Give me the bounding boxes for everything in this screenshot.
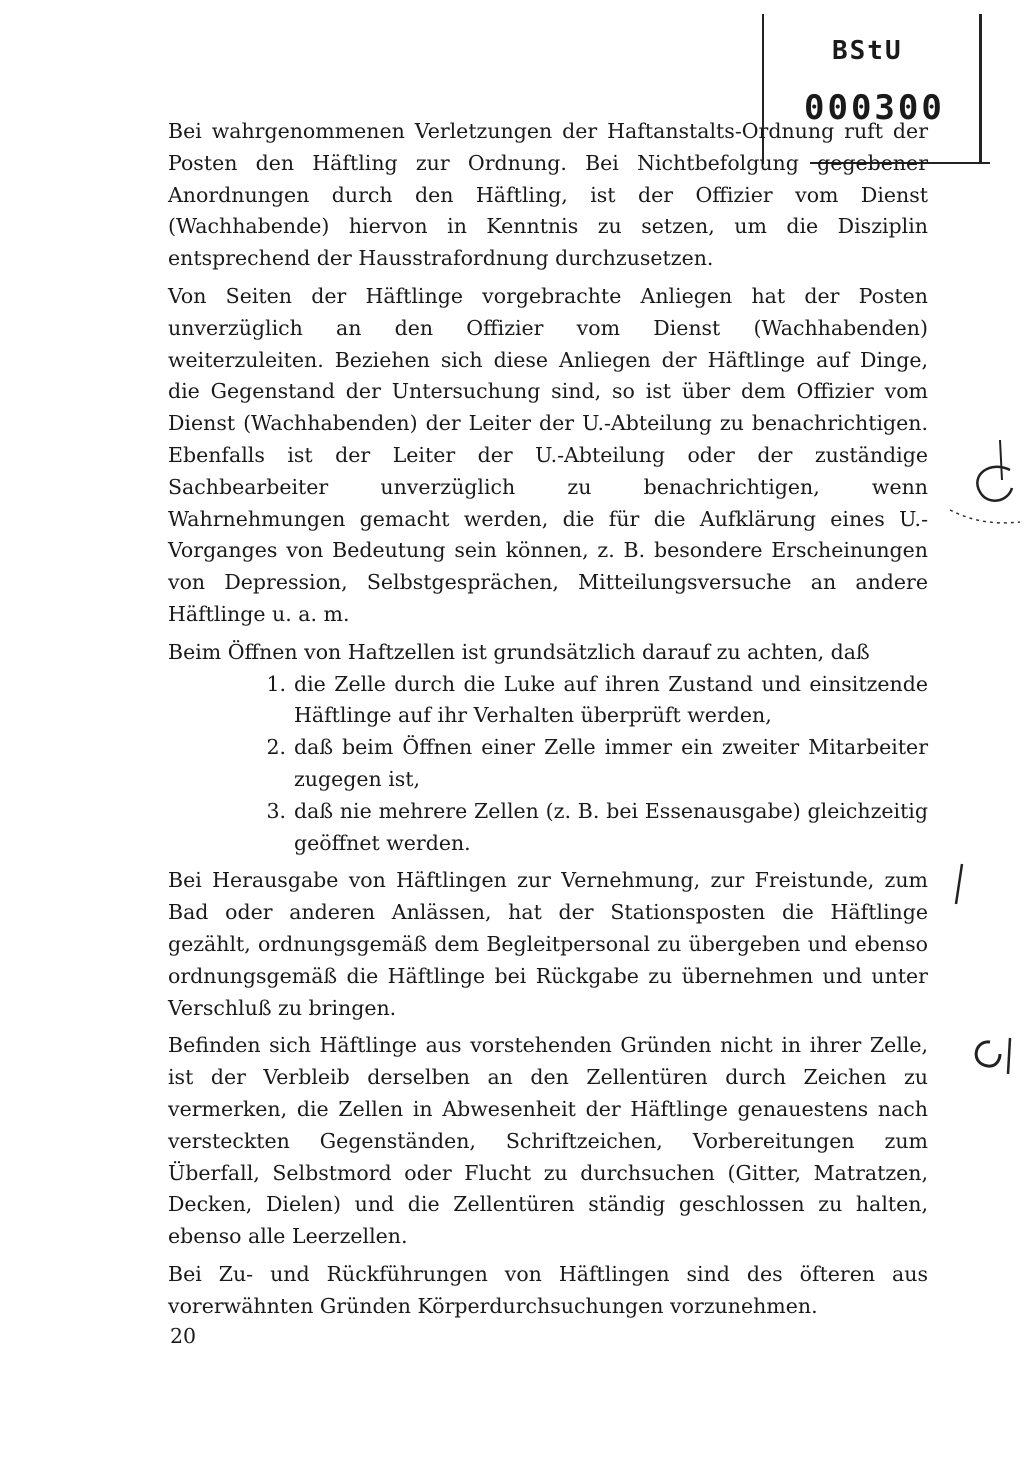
paragraph-2: Von Seiten der Häftlinge vorgebrachte Anliegen hat der Posten unverzüglich an den Offizier vom Dienst (Wachhabenden) weiterzuleiten. Beziehen sich diese Anliegen der Häftlinge auf Dinge, die Gegenstand der Untersuchung sind, so ist über dem Offizier vom Dienst (Wachhabenden) der Leiter der U.-Abteilung zu benachrichtigen. Ebenfalls ist der Leiter der U.-Abteilung oder der zuständige Sachbearbeiter unverzüglich zu benachrichtigen, wenn Wahrnehmungen gemacht werden, die für die Aufklärung eines U.-Vorganges von Bedeutung sein können, z. B. besondere Erscheinungen von Depression, Selbstgesprächen, Mitteilungsversuche an andere Häftlinge u. a. m. xyxy=(168,283,928,626)
list-item-text: daß nie mehrere Zellen (z. B. bei Essenausgabe) gleichzeitig geöffnet werden. xyxy=(294,798,928,855)
body-text xyxy=(168,116,928,1328)
checklist xyxy=(168,669,928,860)
list-item xyxy=(168,732,928,796)
list-item xyxy=(168,796,928,860)
list-item xyxy=(168,669,928,733)
paragraph-4: Bei Herausgabe von Häftlingen zur Vernehmung, zur Freistunde, zum Bad oder anderen Anlässen, hat der Stationsposten die Häftlinge gezählt, ordnungsgemäß dem Begleitpersonal zu übergeben und ebenso ordnungsgemäß die Häftlinge bei Rückgabe zu übernehmen und unter Verschluß zu bringen. xyxy=(168,868,928,1020)
paragraph-3: Beim Öffnen von Haftzellen ist grundsätzlich darauf zu achten, daß xyxy=(168,639,870,664)
stamp-organization: BStU xyxy=(832,36,903,66)
paragraph-5: Befinden sich Häftlinge aus vorstehenden Gründen nicht in ihrer Zelle, ist der Verbleib derselben an den Zellentüren durch Zeichen zu vermerken, die Zellen in Abwesenheit der Häftlinge genauestens nach versteckten Gegenständen, Schriftzeichen, Vorbereitungen zum Überfall, Selbstmord oder Flucht zu durchsuchen (Gitter, Matratzen, Decken, Dielen) und die Zellentüren ständig geschlossen zu halten, ebenso alle Leerzellen. xyxy=(168,1033,928,1249)
list-item-text: die Zelle durch die Luke auf ihren Zustand und einsitzende Häftlinge auf ihr Verhalten überprüft werden, xyxy=(294,671,928,728)
list-item-number: 1. xyxy=(266,671,286,696)
list-item-text: daß beim Öffnen einer Zelle immer ein zweiter Mitarbeiter zugegen ist, xyxy=(294,735,928,791)
paragraph-1: Bei wahrgenommenen Verletzungen der Haftanstalts-Ordnung ruft der Posten den Häftling zur Ordnung. Bei Nichtbefolgung gegebener Anordnungen durch den Häftling, ist der Offizier vom Dienst (Wachhabende) hiervon in Kenntnis zu setzen, um die Disziplin entsprechend der Hausstrafordnung durchzusetzen. xyxy=(168,119,928,271)
paragraph-6: Bei Zu- und Rückführungen von Häftlingen sind des öfteren aus vorerwähnten Gründen Körperdurchsuchungen vorzunehmen. xyxy=(168,1261,928,1318)
page-number: 20 xyxy=(170,1324,197,1348)
list-item-number: 2. xyxy=(266,735,286,760)
margin-scribble-2-icon xyxy=(960,1030,1024,1080)
margin-scribble-icon xyxy=(940,430,1024,540)
stamp-number: 000300 xyxy=(804,88,945,128)
margin-tick-icon xyxy=(950,860,970,910)
list-item-number: 3. xyxy=(266,798,286,823)
